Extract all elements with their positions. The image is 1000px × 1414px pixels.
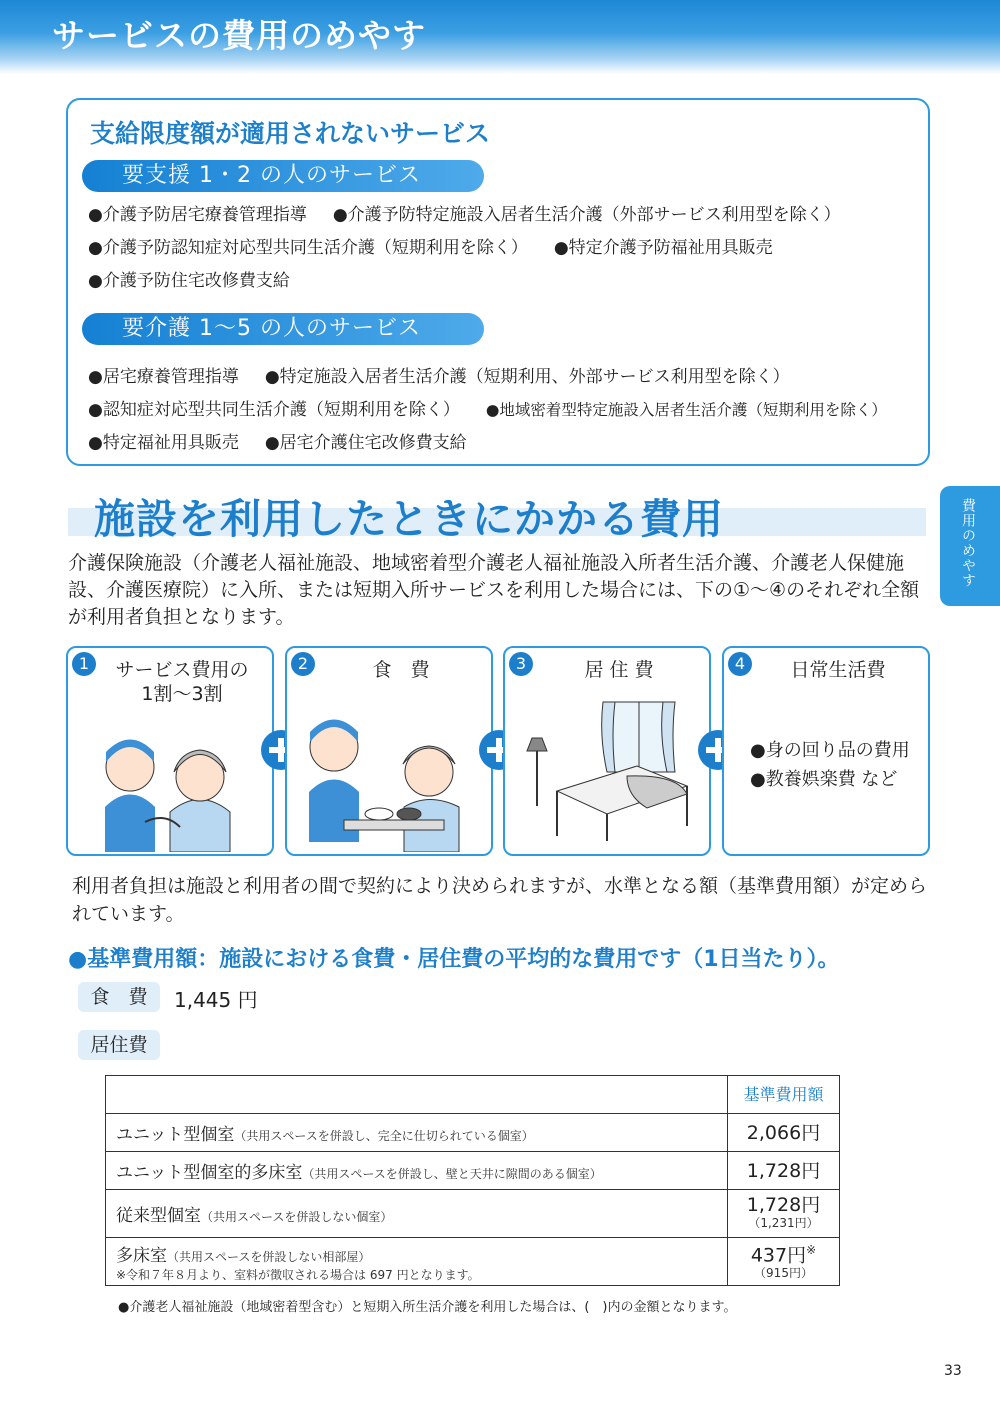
- room-type: 多床室: [116, 1245, 167, 1266]
- number-badge: 4: [728, 652, 752, 676]
- table-row: [106, 1114, 840, 1152]
- box-title: 支給限度額が適用されないサービス: [90, 119, 491, 148]
- care-level-label: 要介護 1～5 の人のサービス: [82, 313, 484, 345]
- card-title: 日常生活費: [790, 659, 886, 681]
- card-subtitle: 1割～3割: [141, 683, 223, 705]
- number-badge: 1: [72, 652, 96, 676]
- table-row: [106, 1238, 840, 1286]
- list-item: ●特定福祉用具販売: [88, 433, 239, 453]
- non-limit-services-box: [66, 98, 930, 466]
- room-cost: 437円: [750, 1244, 807, 1267]
- standard-cost-heading: ●基準費用額：施設における食費・居住費の平均的な費用です（1日当たり）。: [68, 947, 840, 972]
- list-item: ●教養娯楽費 など: [750, 769, 898, 790]
- side-tab-label: 費用のめやす: [960, 498, 976, 588]
- room-type: ユニット型個室: [116, 1125, 235, 1145]
- standard-cost-note: 利用者負担は施設と利用者の間で契約により決められますが、水準となる額（基準費用額）が定められています。: [72, 875, 928, 925]
- page-number: 33: [944, 1363, 962, 1379]
- room-desc: （共用スペースを併設し、壁と天井に隙間のある個室）: [302, 1167, 602, 1181]
- card-title: 居 住 費: [584, 659, 654, 681]
- cost-card-service: [66, 646, 274, 856]
- card-title: サービス費用の: [115, 659, 249, 681]
- list-item: ●介護予防特定施設入居者生活介護（外部サービス利用型を除く）: [332, 205, 841, 225]
- room-cost-alt: （915円）: [754, 1266, 813, 1281]
- room-cost: 1,728円: [746, 1193, 821, 1216]
- room-cost-alt: （1,231円）: [748, 1215, 819, 1230]
- list-item: ●認知症対応型共同生活介護（短期利用を除く）: [88, 400, 460, 420]
- list-item: ●特定施設入居者生活介護（短期利用、外部サービス利用型を除く）: [264, 367, 790, 387]
- housing-cost-table: [105, 1075, 840, 1286]
- care-services-list: [88, 361, 913, 460]
- list-item: ●居宅療養管理指導: [88, 367, 239, 387]
- page-title: サービスの費用のめやす: [52, 16, 426, 55]
- card-title: 食 費: [372, 659, 430, 681]
- note-mark: ※: [806, 1242, 817, 1257]
- list-item: ●身の回り品の費用: [750, 740, 910, 761]
- number-badge: 2: [291, 652, 315, 676]
- section-title: 施設を利用したときにかかる費用: [94, 495, 724, 543]
- support-level-label: 要支援 1・2 の人のサービス: [82, 160, 484, 192]
- food-label: 食 費: [78, 982, 160, 1012]
- list-item: ●特定介護予防福祉用具販売: [553, 238, 773, 258]
- room-desc: （共用スペースを併設しない個室）: [201, 1210, 393, 1224]
- housing-label: 居住費: [78, 1030, 160, 1060]
- cost-card-daily-living: [722, 646, 930, 856]
- table-row: [106, 1152, 840, 1190]
- table-header-row: [106, 1076, 840, 1114]
- room-cost: 1,728円: [728, 1152, 840, 1190]
- facility-cost-section-heading: [68, 492, 928, 543]
- room-footnote: ※令和７年８月より、室料が徴収される場合は 697 円となります。: [116, 1267, 480, 1282]
- room-bed-illustration: [507, 696, 707, 846]
- food-value: 1,445 円: [174, 988, 258, 1012]
- table-footnote: ●介護老人福祉施設（地域密着型含む）と短期入所生活介護を利用した場合は、( )内の金額となります。: [118, 1300, 737, 1315]
- cost-card-food: [285, 646, 493, 856]
- support-services-list: [88, 199, 867, 298]
- list-item: ●地域密着型特定施設入居者生活介護（短期利用を除く）: [485, 401, 887, 419]
- list-item: ●介護予防認知症対応型共同生活介護（短期利用を除く）: [88, 238, 528, 258]
- column-header: 基準費用額: [728, 1076, 840, 1114]
- caregiver-illustration: [70, 712, 270, 852]
- list-item: ●介護予防住宅改修費支給: [88, 271, 290, 291]
- intro-paragraph: 介護保険施設（介護老人福祉施設、地域密着型介護老人福祉施設入所者生活介護、介護老人保健施設、介護医療院）に入所、または短期入所サービスを利用した場合には、下の①～④のそれぞれ全額が利用者負担となります。: [68, 552, 920, 628]
- room-type: ユニット型個室的多床室: [116, 1163, 303, 1183]
- table-row: [106, 1190, 840, 1238]
- list-item: ●居宅介護住宅改修費支給: [264, 433, 467, 453]
- daily-items-list: [750, 736, 910, 794]
- room-type: 従来型個室: [116, 1206, 201, 1226]
- list-item: ●介護予防居宅療養管理指導: [88, 205, 307, 225]
- page-header: [0, 0, 1000, 74]
- number-badge: 3: [509, 652, 533, 676]
- meal-illustration: [289, 702, 489, 852]
- room-cost: 2,066円: [728, 1114, 840, 1152]
- cost-card-housing: [503, 646, 711, 856]
- room-desc: （共用スペースを併設し、完全に仕切られている個室）: [234, 1129, 534, 1143]
- room-desc: （共用スペースを併設しない相部屋）: [167, 1249, 371, 1264]
- side-index-tab[interactable]: [940, 486, 1000, 606]
